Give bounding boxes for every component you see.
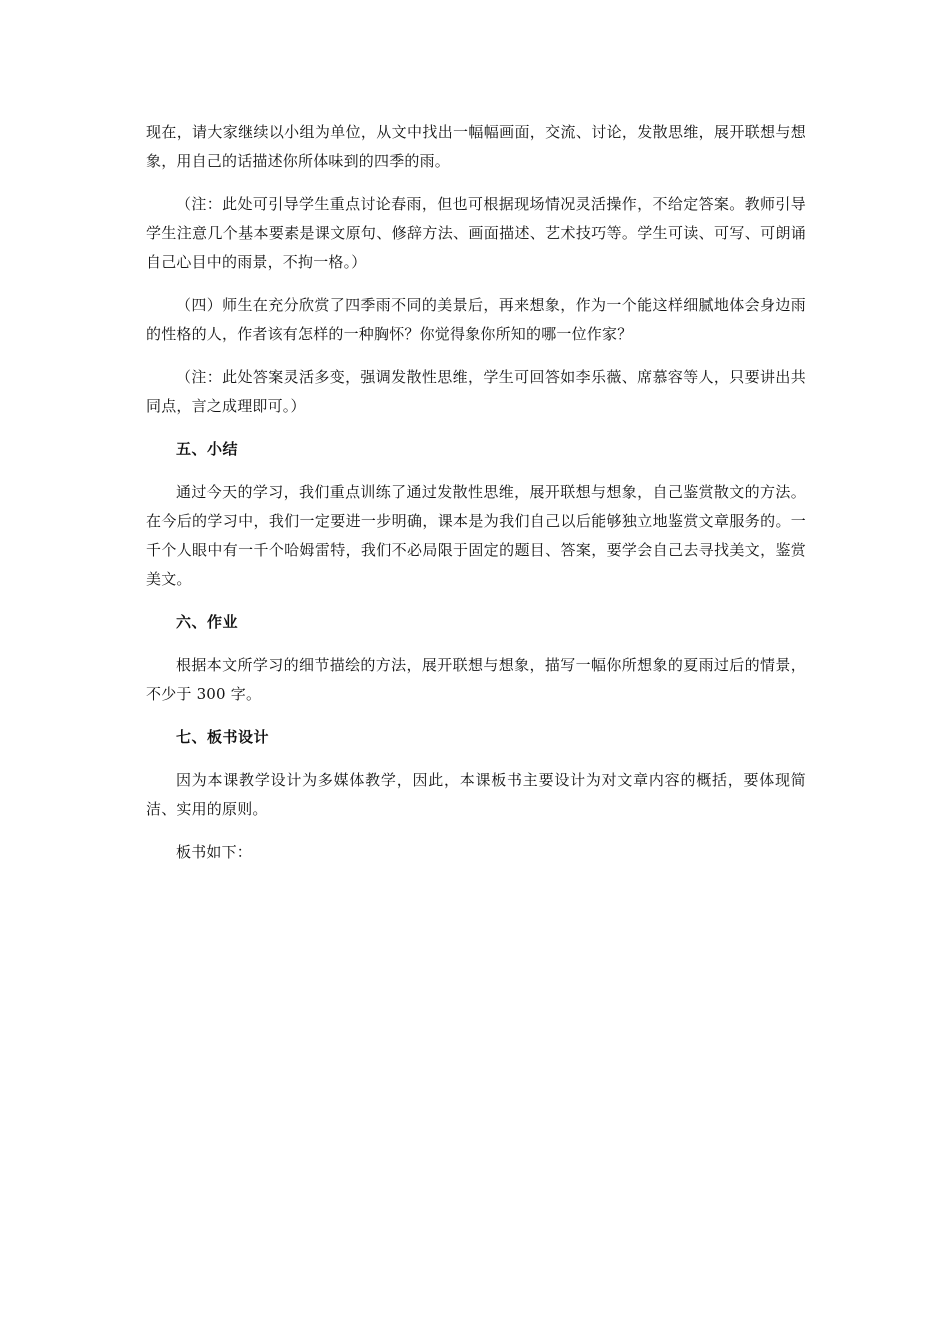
paragraph-homework: 根据本文所学习的细节描绘的方法，展开联想与想象，描写一幅你所想象的夏雨过后的情景，不少于 300 字。 [146, 656, 806, 703]
section-heading-homework: 六、作业 [176, 613, 239, 631]
paragraph-board-design: 因为本课教学设计为多媒体教学，因此，本课板书主要设计为对文章内容的概括，要体现简洁、实用的原则。 [146, 771, 806, 818]
section-heading-board-design: 七、板书设计 [176, 728, 270, 746]
section-heading-summary: 五、小结 [176, 440, 239, 458]
paragraph-step-four: （四）师生在充分欣赏了四季雨不同的美景后，再来想象，作为一个能这样细腻地体会身边雨的性格的人，作者该有怎样的一种胸怀？你觉得象你所知的哪一位作家？ [146, 296, 806, 343]
paragraph-note-spring-rain: （注：此处可引导学生重点讨论春雨，但也可根据现场情况灵活操作，不给定答案。教师引导学生注意几个基本要素是课文原句、修辞方法、画面描述、艺术技巧等。学生可读、可写、可朗诵自己心目中的雨景，不拘一格。） [146, 195, 806, 271]
paragraph-board-intro: 板书如下： [176, 843, 253, 861]
paragraph-group-discussion: 现在，请大家继续以小组为单位，从文中找出一幅幅画面，交流、讨论，发散思维，展开联想与想象，用自己的话描述你所体味到的四季的雨。 [146, 123, 806, 170]
paragraph-note-answers: （注：此处答案灵活多变，强调发散性思维，学生可回答如李乐薇、席慕容等人，只要讲出共同点，言之成理即可。） [146, 368, 806, 415]
document-page [146, 118, 806, 881]
paragraph-summary: 通过今天的学习，我们重点训练了通过发散性思维，展开联想与想象，自己鉴赏散文的方法。在今后的学习中，我们一定要进一步明确，课本是为我们自己以后能够独立地鉴赏文章服务的。一千个人眼中有一千个哈姆雷特，我们不必局限于固定的题目、答案，要学会自己去寻找美文，鉴赏美文。 [146, 483, 806, 588]
